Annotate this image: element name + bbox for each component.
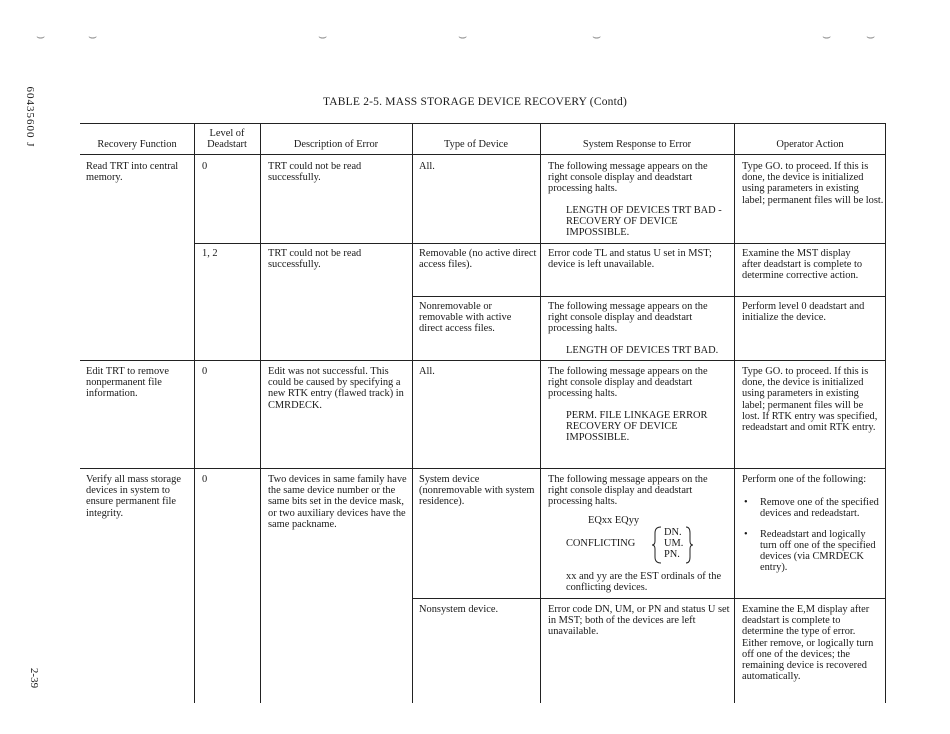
read-trt-nonremovable-action: Perform level 0 deadstart and initialize the device. <box>742 301 865 324</box>
verify-description: Two devices in same family have the same device number or the same bits set in the device mask, or two auxiliary devices have the same packname. <box>268 474 407 530</box>
binder-mark-1: ⌣ <box>36 30 46 45</box>
read-trt-nonremovable-response-text: The following message appears on the right console display and deadstart processing halts. <box>548 301 708 335</box>
bullet-1-text: Remove one of the specified devices and redeadstart. <box>760 497 879 520</box>
verify-code-um: UM. <box>664 538 684 549</box>
page-number: 2-39 <box>28 667 40 689</box>
binder-mark-5: ⌣ <box>592 30 602 45</box>
verify-nonsystem-device: Nonsystem device. <box>419 604 499 615</box>
edit-trt-description: Edit was not successful. This could be caused by specifying a new RTK entry (flawed track) in CMRDECK. <box>268 366 404 411</box>
verify-action-bullet-1 <box>742 497 884 519</box>
read-trt-removable-response: Error code TL and status U set in MST; device is left unavailable. <box>548 248 712 271</box>
read-trt-l0-description: TRT could not be read successfully. <box>268 161 362 184</box>
binder-mark-7: ⌣ <box>866 30 876 45</box>
binder-mark-6: ⌣ <box>822 30 832 45</box>
read-trt-l0-response-text: The following message appears on the right console display and deadstart processing halts. <box>548 161 708 195</box>
verify-nonsystem-action: Examine the E,M display after deadstart is complete to determine the type of error. Either remove, or logically turn off one of the devices; the remaining device is recovered automatically. <box>742 604 874 683</box>
edit-trt-response <box>548 366 728 443</box>
read-trt-removable-action: Examine the MST display after deadstart is complete to determine corrective action. <box>742 248 863 282</box>
read-trt-level-0: 0 <box>202 161 208 172</box>
header-level <box>194 128 260 150</box>
edit-trt-action: Type GO. to proceed. If this is done, the device is initialized using parameters in existing label; permanent files will be lost. If RTK entry was specified, redeadstart and omit RTK entry. <box>742 366 878 434</box>
read-trt-l0-message: LENGTH OF DEVICES TRT BAD - RECOVERY OF DEVICE IMPOSSIBLE. <box>566 204 722 239</box>
recovery-table <box>80 123 886 703</box>
read-trt-l12-description: TRT could not be read successfully. <box>268 248 362 271</box>
binder-mark-2: ⌣ <box>88 30 98 45</box>
verify-system-response: The following message appears on the right console display and deadstart processing halts. <box>548 474 708 508</box>
verify-level: 0 <box>202 474 208 485</box>
edit-trt-message: PERM. FILE LINKAGE ERROR RECOVERY OF DEVICE IMPOSSIBLE. <box>566 409 708 444</box>
verify-conflicting: CONFLICTING <box>566 538 636 549</box>
verify-system-action <box>742 474 884 573</box>
read-trt-nonremovable-response <box>548 301 728 356</box>
right-brace <box>684 525 694 565</box>
read-trt-l0-action: Type GO. to proceed. If this is done, the device is initialized using parameters in existing label; permanent files will be lost. <box>742 161 884 206</box>
edit-trt-device: All. <box>419 366 435 377</box>
read-trt-nonremovable-message: LENGTH OF DEVICES TRT BAD. <box>566 344 719 356</box>
binder-mark-3: ⌣ <box>318 30 328 45</box>
verify-code-pn: PN. <box>664 549 680 560</box>
bullet-2-text: Redeadstart and logically turn off one of the specified devices (via CMRDECK entry). <box>760 528 876 574</box>
header-device-type: Type of Device <box>444 139 508 150</box>
verify-action-intro: Perform one of the following: <box>742 474 867 485</box>
header-system-response: System Response to Error <box>582 139 692 150</box>
binder-mark-4: ⌣ <box>458 30 468 45</box>
read-trt-l0-response <box>548 161 728 238</box>
verify-code-dn: DN. <box>664 527 682 538</box>
header-level-line1: Level of <box>209 128 245 139</box>
verify-system-device: System device (nonremovable with system residence). <box>419 474 535 508</box>
read-trt-l0-device: All. <box>419 161 435 172</box>
read-trt-function: Read TRT into central memory. <box>86 161 179 184</box>
edit-trt-function: Edit TRT to remove nonpermanent file information. <box>86 366 169 400</box>
read-trt-removable-device: Removable (no active direct access files). <box>419 248 537 271</box>
bullet-2-dot: • <box>744 528 748 540</box>
verify-eq-line: EQxx EQyy <box>588 515 640 526</box>
read-trt-nonremovable-device: Nonremovable or removable with active direct access files. <box>419 301 512 335</box>
verify-nonsystem-response: Error code DN, UM, or PN and status U set in MST; both of the devices are left unavailable. <box>548 604 730 638</box>
header-recovery-function: Recovery Function <box>97 139 177 150</box>
left-brace <box>651 525 665 565</box>
edit-trt-response-text: The following message appears on the right console display and deadstart processing halts. <box>548 366 708 400</box>
header-operator-action: Operator Action <box>776 139 844 150</box>
verify-ordinals-note: xx and yy are the EST ordinals of the conflicting devices. <box>566 571 722 594</box>
document-number: 60435600 J <box>24 86 36 148</box>
header-level-line2: Deadstart <box>207 139 247 151</box>
header-description: Description of Error <box>293 139 379 150</box>
bullet-1-dot: • <box>744 497 748 509</box>
table-title: TABLE 2-5. MASS STORAGE DEVICE RECOVERY (Contd) <box>323 96 627 108</box>
edit-trt-level: 0 <box>202 366 208 377</box>
read-trt-level-12: 1, 2 <box>202 248 218 259</box>
verify-function: Verify all mass storage devices in system to ensure permanent file integrity. <box>86 474 181 519</box>
verify-action-bullet-2 <box>742 529 884 574</box>
